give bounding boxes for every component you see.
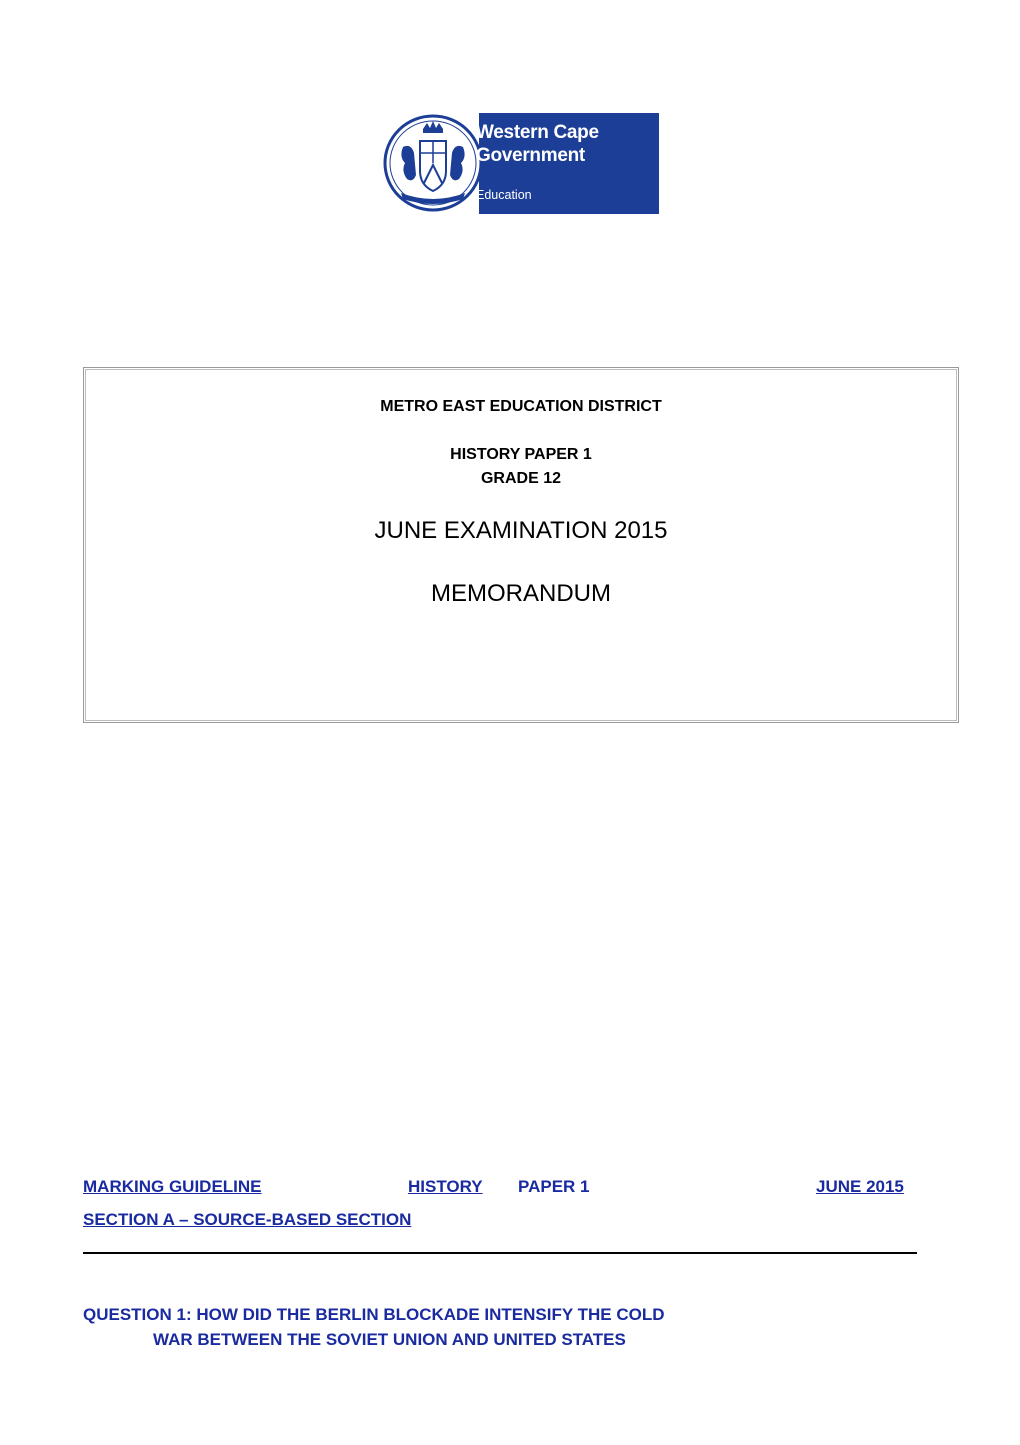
paper-label: PAPER 1 — [518, 1177, 590, 1196]
paper-heading: HISTORY PAPER 1 — [450, 446, 592, 463]
question-line-1: QUESTION 1: HOW DID THE BERLIN BLOCKADE INTENSIFY THE COLD — [83, 1305, 665, 1324]
subject-label: HISTORY — [408, 1177, 483, 1196]
district-heading: METRO EAST EDUCATION DISTRICT — [380, 398, 662, 415]
logo-line-western-cape: Western Cape — [476, 122, 599, 143]
cover-title-box — [83, 367, 959, 723]
western-cape-logo — [383, 113, 659, 214]
memorandum-title: MEMORANDUM — [431, 580, 611, 607]
section-heading: SECTION A – SOURCE-BASED SECTION — [83, 1210, 412, 1229]
date-label: JUNE 2015 — [816, 1177, 904, 1196]
exam-title: JUNE EXAMINATION 2015 — [374, 517, 668, 544]
header-rule — [83, 1252, 917, 1254]
logo-line-government: Government — [476, 145, 585, 166]
grade-heading: GRADE 12 — [480, 470, 562, 487]
marking-guideline-label: MARKING GUIDELINE — [83, 1177, 262, 1196]
logo-line-education: Education — [476, 188, 532, 202]
question-line-2: WAR BETWEEN THE SOVIET UNION AND UNITED STATES — [153, 1330, 626, 1349]
